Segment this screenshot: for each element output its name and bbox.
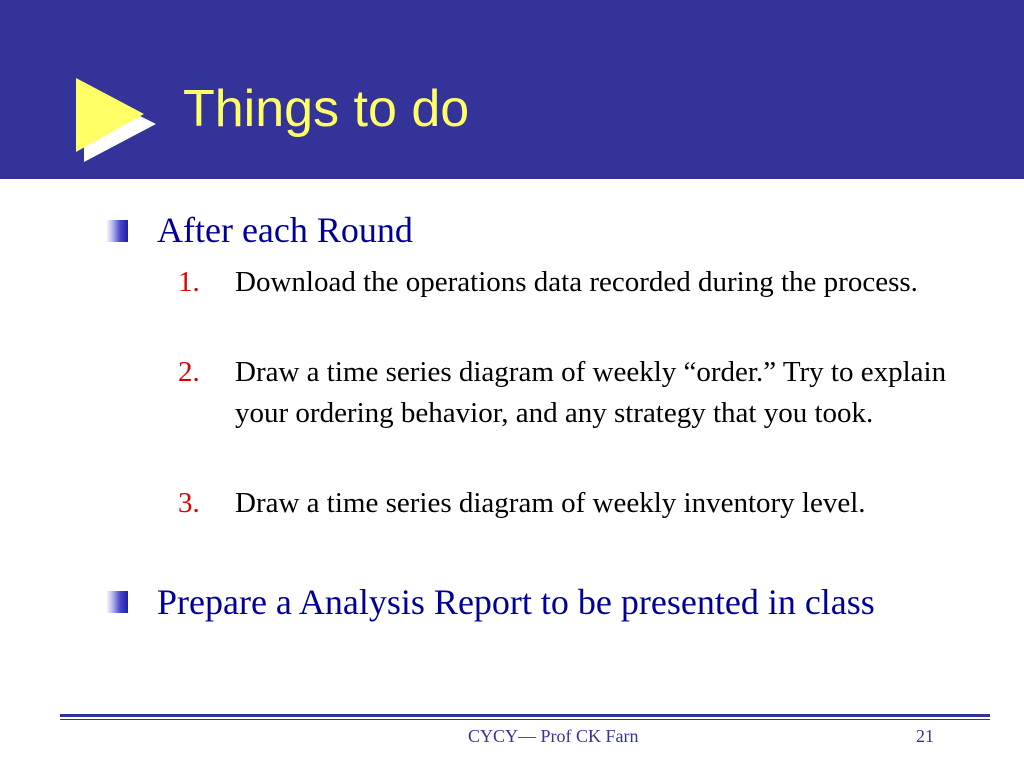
bullet-after-each-round: After each Round — [157, 210, 413, 250]
item-number: 3. — [178, 487, 200, 519]
footer-divider — [60, 714, 990, 717]
play-triangle-icon — [74, 76, 156, 162]
list-item: Draw a time series diagram of weekly “order.” Try to explain your ordering behavior, and any strategy that you took. — [235, 356, 947, 429]
item-number: 1. — [178, 266, 200, 298]
page-number: 21 — [916, 726, 934, 746]
header-banner — [0, 0, 1024, 179]
footer-divider-thin — [60, 719, 990, 720]
slide-title: Things to do — [183, 80, 470, 138]
footer-author: CYCY— Prof CK Farn — [468, 726, 639, 746]
square-bullet-icon — [106, 220, 128, 242]
item-number: 2. — [178, 356, 200, 388]
square-bullet-icon — [106, 591, 128, 613]
bullet-prepare-report: Prepare a Analysis Report to be presented in class — [157, 582, 875, 622]
list-item: Draw a time series diagram of weekly inventory level. — [235, 487, 866, 519]
list-item: Download the operations data recorded during the process. — [235, 266, 918, 298]
